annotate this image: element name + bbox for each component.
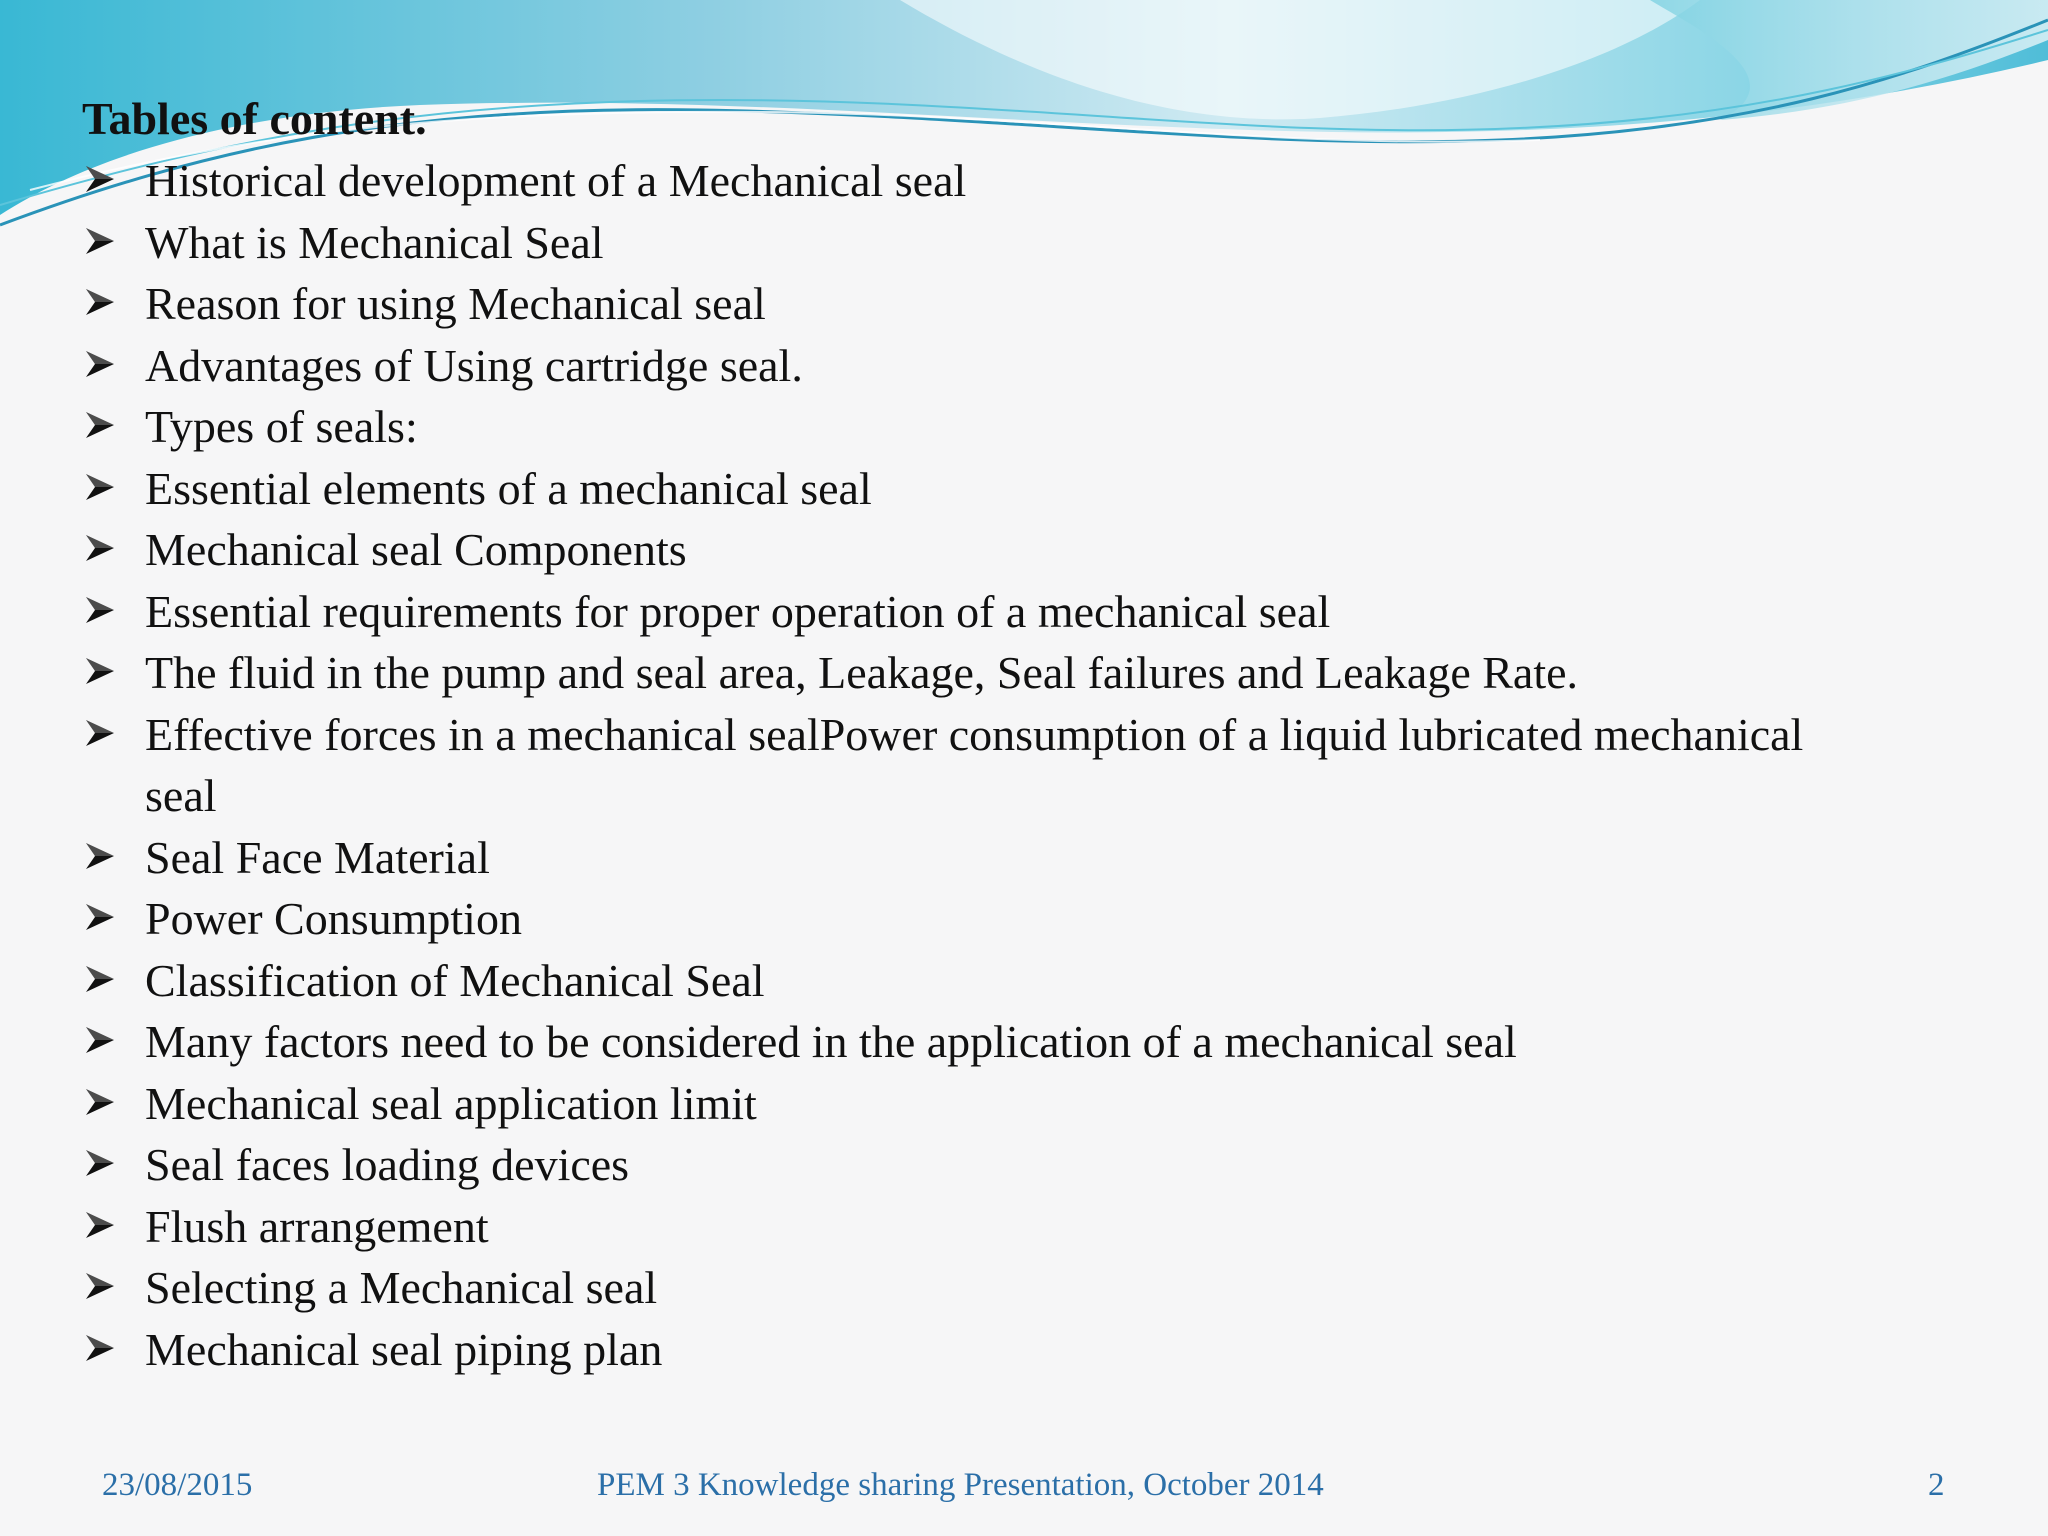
toc-item — [82, 396, 1982, 458]
toc-item — [82, 1257, 1982, 1319]
toc-item — [82, 458, 1982, 520]
arrowhead-bullet-icon — [84, 594, 116, 626]
toc-item-text: Flush arrangement — [145, 1200, 489, 1252]
arrowhead-bullet-icon — [84, 840, 116, 872]
footer-date: 23/08/2015 — [102, 1467, 253, 1503]
arrowhead-bullet-icon — [84, 963, 116, 995]
toc-item — [82, 1319, 1982, 1381]
toc-item — [82, 273, 1982, 335]
toc-item — [82, 1011, 1982, 1073]
arrowhead-bullet-icon — [84, 901, 116, 933]
toc-item-text: Mechanical seal Components — [145, 524, 687, 575]
arrowhead-bullet-icon — [84, 1086, 116, 1118]
toc-item-text: Many factors need to be considered in the application of a mechanical seal — [145, 1016, 1517, 1067]
arrowhead-bullet-icon — [84, 717, 116, 749]
toc-item — [82, 1073, 1982, 1135]
table-of-contents-list — [82, 150, 1982, 1380]
toc-item — [82, 212, 1982, 274]
slide-heading: Tables of content. — [82, 93, 427, 144]
arrowhead-bullet-icon — [84, 348, 116, 380]
toc-item — [82, 827, 1982, 889]
toc-item — [82, 581, 1982, 643]
toc-item — [82, 1134, 1982, 1196]
arrowhead-bullet-icon — [84, 655, 116, 687]
footer-presentation-title: PEM 3 Knowledge sharing Presentation, October 2014 — [597, 1467, 1324, 1503]
toc-item-text: Seal faces loading devices — [145, 1139, 630, 1190]
toc-item — [82, 950, 1982, 1012]
slide-content — [82, 88, 1982, 1380]
arrowhead-bullet-icon — [84, 163, 116, 195]
toc-item-text: Advantages of Using cartridge seal. — [145, 339, 803, 391]
arrowhead-bullet-icon — [84, 1270, 116, 1302]
toc-item-text: Seal Face Material — [145, 831, 490, 883]
arrowhead-bullet-icon — [84, 409, 116, 441]
toc-item-text: The fluid in the pump and seal area, Leakage, Seal failures and Leakage Rate. — [145, 647, 1579, 698]
arrowhead-bullet-icon — [84, 532, 116, 564]
arrowhead-bullet-icon — [84, 471, 116, 503]
toc-item — [82, 1196, 1982, 1258]
toc-item-text: Classification of Mechanical Seal — [145, 954, 765, 1006]
toc-item-text: What is Mechanical Seal — [145, 216, 604, 268]
toc-item — [82, 519, 1982, 581]
toc-item-text: Power Consumption — [145, 893, 522, 944]
arrowhead-bullet-icon — [84, 1024, 116, 1056]
toc-item-text: Reason for using Mechanical seal — [145, 278, 766, 329]
arrowhead-bullet-icon — [84, 225, 116, 257]
toc-item — [82, 888, 1982, 950]
arrowhead-bullet-icon — [84, 1332, 116, 1364]
toc-item — [82, 335, 1982, 397]
toc-item — [82, 642, 1982, 704]
toc-item-text: Essential elements of a mechanical seal — [145, 462, 872, 514]
toc-item-text: Essential requirements for proper operation of a mechanical seal — [145, 585, 1331, 637]
toc-item — [82, 704, 1845, 827]
toc-item-text: Mechanical seal application limit — [145, 1077, 757, 1129]
toc-item-text: Historical development of a Mechanical seal — [145, 155, 967, 206]
toc-item-text: Selecting a Mechanical seal — [145, 1262, 658, 1313]
arrowhead-bullet-icon — [84, 1209, 116, 1241]
footer-page-number: 2 — [1928, 1467, 1945, 1503]
toc-item-text: Effective forces in a mechanical sealPower consumption of a liquid lubricated mechanical seal — [145, 708, 1804, 821]
toc-item — [82, 150, 1982, 212]
arrowhead-bullet-icon — [84, 1147, 116, 1179]
arrowhead-bullet-icon — [84, 286, 116, 318]
toc-item-text: Mechanical seal piping plan — [145, 1323, 663, 1375]
toc-item-text: Types of seals: — [145, 401, 418, 452]
